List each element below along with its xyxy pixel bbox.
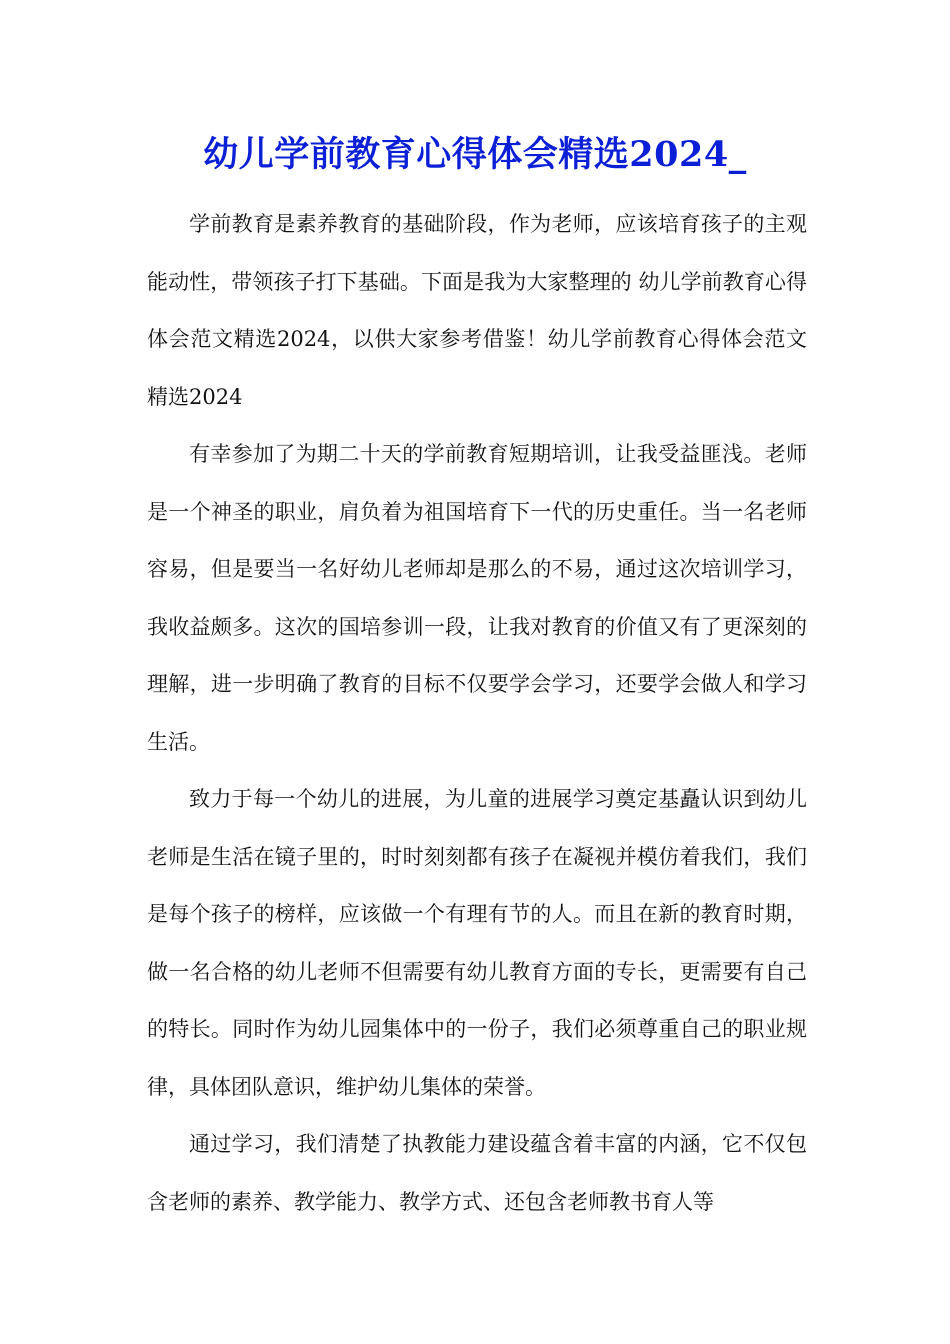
paragraph-4: 通过学习，我们清楚了执教能力建设蕴含着丰富的内涵，它不仅包含老师的素养、教学能力、教学方式、还包含老师教书育人等 <box>147 1132 807 1214</box>
document-body <box>147 196 807 1231</box>
paragraph-2: 有幸参加了为期二十天的学前教育短期培训，让我受益匪浅。老师是一个神圣的职业，肩负着为祖国培育下一代的历史重任。当一名老师容易，但是要当一名好幼儿老师却是那么的不易，通过这次培训学习，我收益颇多。这次的国培参训一段，让我对教育的价值又有了更深刻的理解，进一步明确了教育的目标不仅要学会学习，还要学会做人和学习生活。 <box>147 442 807 754</box>
paragraph-3: 致力于每一个幼儿的进展，为儿童的进展学习奠定基矗认识到幼儿老师是生活在镜子里的，时时刻刻都有孩子在凝视并模仿着我们，我们是每个孩子的榜样，应该做一个有理有节的人。而且在新的教育时期，做一名合格的幼儿老师不但需要有幼儿教育方面的专长，更需要有自己的特长。同时作为幼儿园集体中的一份子，我们必须尊重自己的职业规律，具体团队意识，维护幼儿集体的荣誉。 <box>147 787 807 1099</box>
paragraph-1: 学前教育是素养教育的基础阶段，作为老师，应该培育孩子的主观能动性，带领孩子打下基础。下面是我为大家整理的 幼儿学前教育心得体会范文精选2024，以供大家参考借鉴！幼儿学前教育心得体会范文精选2024 <box>147 212 807 409</box>
document-title: 幼儿学前教育心得体会精选2024_ <box>203 134 747 175</box>
